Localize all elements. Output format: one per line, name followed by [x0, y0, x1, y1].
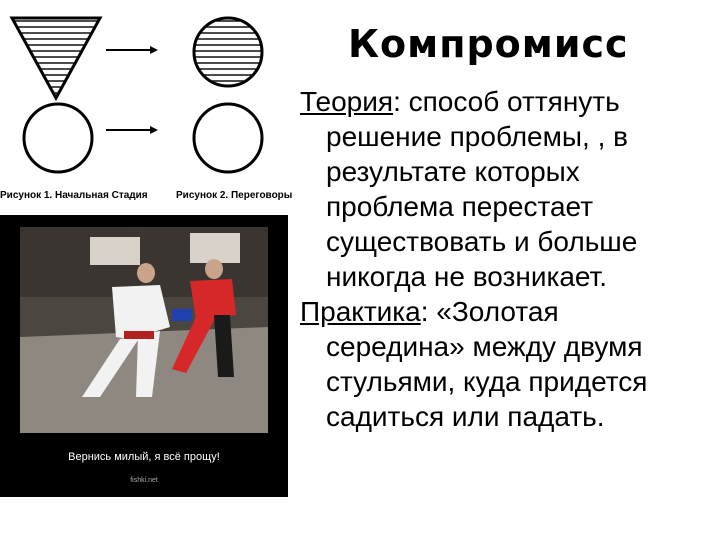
theory-paragraph [300, 84, 710, 294]
empty-circle-right [194, 104, 262, 172]
arrow-icon [106, 46, 158, 54]
diagram-figure [0, 12, 300, 187]
practice-line: садиться или падать. [326, 401, 605, 432]
negotiation-diagram [0, 12, 300, 202]
empty-circle-left [24, 104, 92, 172]
theory-lead: : способ оттянуть [393, 86, 620, 117]
photo-credit: fishki.net [130, 477, 158, 484]
demotivator-photo [0, 215, 288, 497]
slide-title: Компромисс [348, 22, 629, 66]
photo-caption: Вернись милый, я всё прощу! [68, 451, 220, 463]
theory-line: решение проблемы, , в [326, 121, 628, 152]
practice-line: стульями, куда придется [326, 366, 648, 397]
practice-line: середина» между двумя [326, 331, 643, 362]
theory-line: результате которых [326, 156, 580, 187]
theory-line: существовать и больше [326, 226, 638, 257]
theory-line: проблема перестает [326, 191, 594, 222]
figure-caption-1: Рисунок 1. Начальная Стадия [0, 190, 148, 201]
arrow-icon [106, 126, 158, 134]
hatched-circle [194, 18, 262, 86]
triangle-shape [12, 18, 100, 98]
practice-term: Практика [300, 296, 421, 327]
practice-lead: : «Золотая [420, 296, 559, 327]
theory-term: Теория [300, 86, 394, 117]
practice-paragraph [300, 294, 710, 434]
sambo-photo-image [20, 227, 268, 433]
theory-line: никогда не возникает. [326, 261, 608, 292]
slide-body [300, 84, 710, 434]
figure-caption-2: Рисунок 2. Переговоры [176, 190, 293, 201]
